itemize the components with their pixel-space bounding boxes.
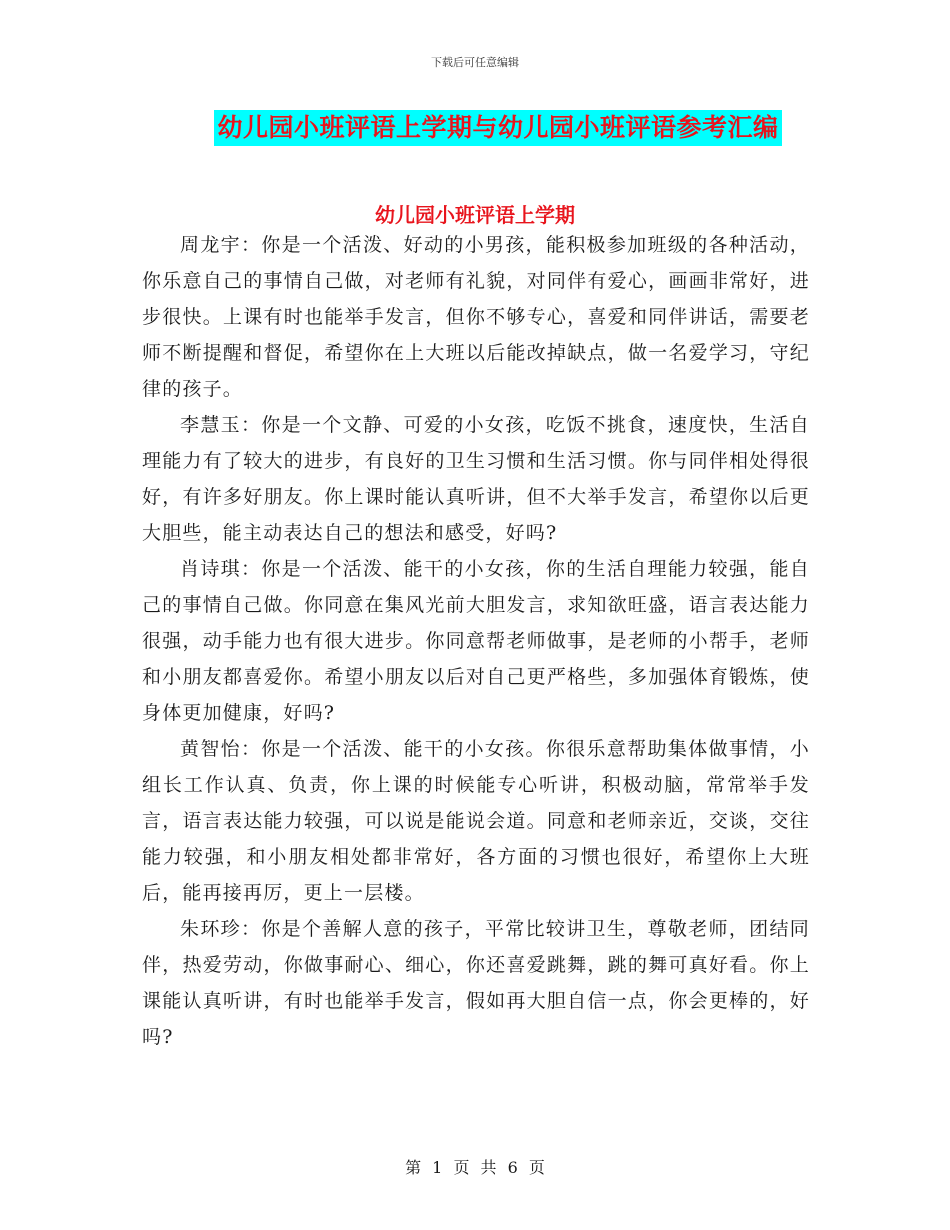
main-title-container bbox=[0, 110, 950, 146]
section-title: 幼儿园小班评语上学期 bbox=[375, 203, 575, 227]
paragraph-1: 周龙宇：你是一个活泼、好动的小男孩，能积极参加班级的各种活动，你乐意自己的事情自己做，对老师有礼貌，对同伴有爱心，画画非常好，进步很快。上课有时也能举手发言，但你不够专心，喜爱和同伴讲话，需要老师不断提醒和督促，希望你在上大班以后能改掉缺点，做一名爱学习，守纪律的孩子。 bbox=[142, 234, 810, 400]
paragraph-3: 肖诗琪：你是一个活泼、能干的小女孩，你的生活自理能力较强，能自己的事情自己做。你同意在集风光前大胆发言，求知欲旺盛，语言表达能力很强，动手能力也有很大进步。你同意帮老师做事，是老师的小帮手，老师和小朋友都喜爱你。希望小朋友以后对自己更严格些，多加强体育锻炼，使身体更加健康，好吗? bbox=[142, 558, 810, 724]
paragraph-5: 朱环珍：你是个善解人意的孩子，平常比较讲卫生，尊敬老师，团结同伴，热爱劳动，你做事耐心、细心，你还喜爱跳舞，跳的舞可真好看。你上课能认真听讲，有时也能举手发言，假如再大胆自信一点，你会更棒的，好吗? bbox=[142, 918, 810, 1048]
main-title: 幼儿园小班评语上学期与幼儿园小班评语参考汇编 bbox=[214, 110, 781, 146]
header-note: 下载后可任意编辑 bbox=[431, 56, 519, 69]
page-footer: 第 1 页 共 6 页 bbox=[405, 1158, 545, 1177]
paragraph-4: 黄智怡：你是一个活泼、能干的小女孩。你很乐意帮助集体做事情，小组长工作认真、负责，你上课的时候能专心听讲，积极动脑，常常举手发言，语言表达能力较强，可以说是能说会道。同意和老师亲近，交谈，交往能力较强，和小朋友相处都非常好，各方面的习惯也很好，希望你上大班后，能再接再厉，更上一层楼。 bbox=[142, 738, 810, 904]
paragraph-2: 李慧玉：你是一个文静、可爱的小女孩，吃饭不挑食，速度快，生活自理能力有了较大的进步，有良好的卫生习惯和生活习惯。你与同伴相处得很好，有许多好朋友。你上课时能认真听讲，但不大举手发言，希望你以后更大胆些，能主动表达自己的想法和感受，好吗? bbox=[142, 414, 810, 544]
document-body bbox=[142, 227, 810, 1055]
